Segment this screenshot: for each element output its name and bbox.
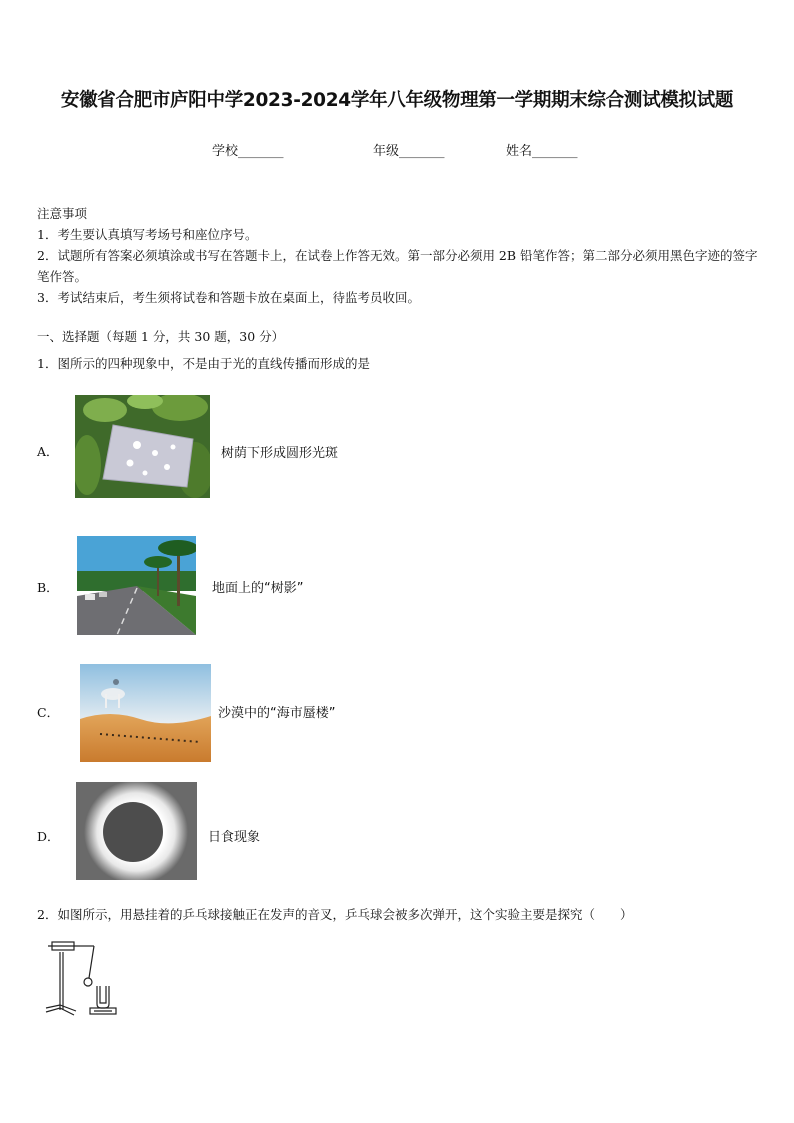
note-item: 2．试题所有答案必须填涂或书写在答题卡上，在试卷上作答无效。第一部分必须用 2B 铅笔作答；第二部分必须用黑色字迹的签字笔作答。 [37,248,758,284]
option-c-text: 沙漠中的“海市蜃楼” [218,706,336,721]
section-heading: 一、选择题（每题 1 分，共 30 题，30 分） [37,329,285,344]
leaves-with-light-spots-photo [75,395,210,498]
option-b-letter: B． [37,580,59,595]
school-field[interactable]: 学校_______ [212,144,284,159]
name-field[interactable]: 姓名_______ [506,144,578,159]
tuning-fork-pingpong-apparatus [42,938,124,1018]
question-2-stem: 2．如图所示，用悬挂着的乒乓球接触正在发声的音叉，乒乓球会被多次弹开，这个实验主要是探究（ ） [37,907,633,922]
question-1-stem: 1．图所示的四种现象中，不是由于光的直线传播而形成的是 [37,356,370,371]
desert-mirage-photo [80,664,211,762]
notes-heading: 注意事项 [37,206,88,221]
option-d-letter: D． [37,829,60,844]
solar-eclipse-photo [76,782,197,880]
exam-title: 安徽省合肥市庐阳中学2023-2024学年八年级物理第一学期期末综合测试模拟试题 [60,90,734,111]
exam-notes [37,203,762,308]
option-d-text: 日食现象 [208,830,261,845]
option-a-text: 树荫下形成圆形光斑 [221,446,339,461]
note-item: 1．考生要认真填写考场号和座位序号。 [37,227,258,242]
palm-tree-road-shadow-photo [77,536,196,635]
option-c-letter: C． [37,705,60,720]
grade-field[interactable]: 年级_______ [373,144,445,159]
option-a-letter: A． [37,444,59,459]
note-item: 3．考试结束后，考生须将试卷和答题卡放在桌面上，待监考员收回。 [37,290,420,305]
option-b-text: 地面上的“树影” [212,581,304,596]
